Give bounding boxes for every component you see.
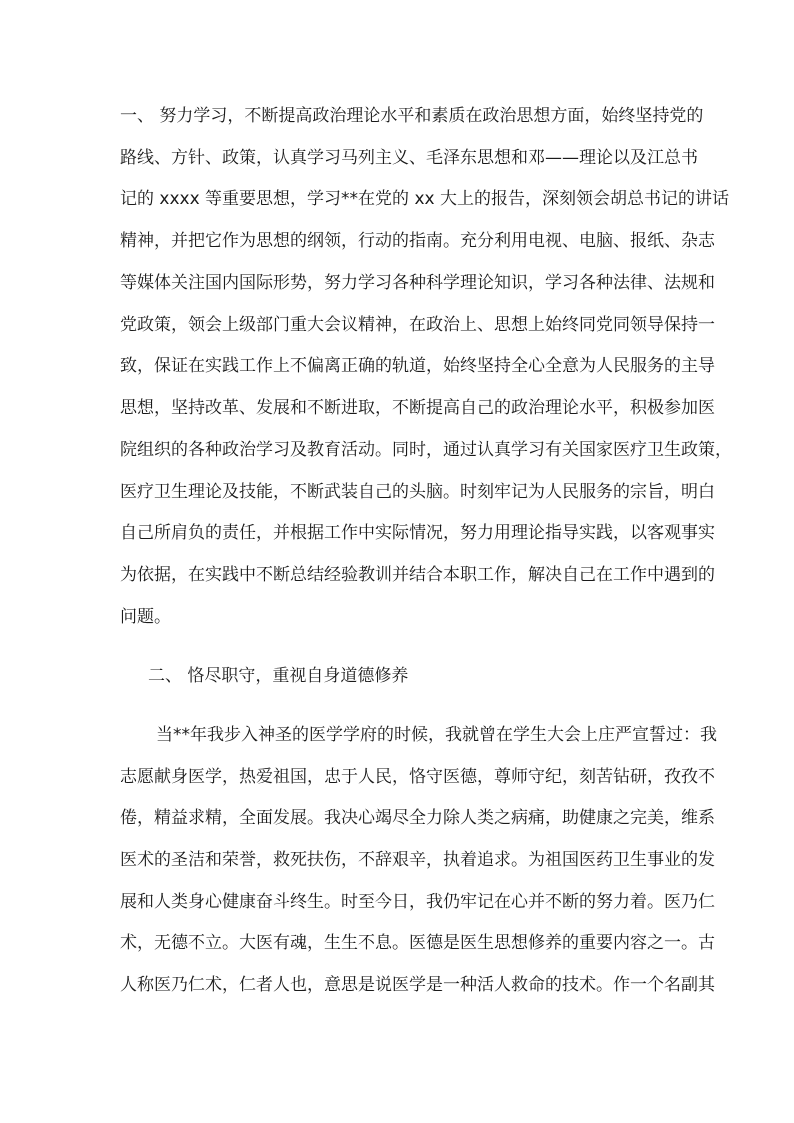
paragraph-line: 思想，坚持改革、发展和不断进取，不断提高自己的政治理论水平，积极参加医 [120, 398, 715, 418]
paragraph-line: 等媒体关注国内国际形势，努力学习各种科学理论知识，学习各种法律、法规和 [120, 273, 715, 293]
section-2-heading: 二、 恪尽职守，重视自身道德修养 [148, 666, 409, 686]
paragraph-line: 致，保证在实践工作上不偏离正确的轨道，始终坚持全心全意为人民服务的主导 [120, 356, 715, 376]
paragraph-line: 党政策，领会上级部门重大会议精神，在政治上、思想上始终同党同领导保持一 [120, 315, 715, 335]
paragraph-line: 路线、方针、政策，认真学习马列主义、毛泽东思想和邓——理论以及江总书 [120, 148, 698, 168]
paragraph-line: 术，无德不立。大医有魂，生生不息。医德是医生思想修养的重要内容之一。古 [120, 933, 715, 953]
paragraph-line: 人称医乃仁术，仁者人也，意思是说医学是一种活人救命的技术。作一个名副其 [120, 975, 715, 995]
paragraph-line: 自己所肩负的责任，并根据工作中实际情况，努力用理论指导实践，以客观事实 [120, 523, 715, 543]
paragraph-line: 一、 努力学习，不断提高政治理论水平和素质在政治思想方面，始终坚持党的 [120, 106, 704, 126]
paragraph-line: 倦，精益求精，全面发展。我决心竭尽全力除人类之病痛，助健康之完美，维系 [120, 808, 715, 828]
paragraph-line: 为依据，在实践中不断总结经验教训并结合本职工作，解决自己在工作中遇到的 [120, 565, 715, 585]
paragraph-line: 院组织的各种政治学习及教育活动。同时，通过认真学习有关国家医疗卫生政策， [120, 440, 732, 460]
paragraph-line: 展和人类身心健康奋斗终生。时至今日，我仍牢记在心并不断的努力着。医乃仁 [120, 892, 715, 912]
paragraph-line: 记的 xxxx 等重要思想，学习**在党的 xx 大上的报告，深刻领会胡总书记的讲话 [120, 189, 729, 209]
paragraph-line: 当**年我步入神圣的医学学府的时候，我就曾在学生大会上庄严宣誓过：我 [156, 725, 717, 745]
paragraph-line: 医疗卫生理论及技能，不断武装自己的头脑。时刻牢记为人民服务的宗旨，明白 [120, 482, 715, 502]
paragraph-line: 问题。 [120, 607, 171, 627]
paragraph-line: 医术的圣洁和荣誉，救死扶伤，不辞艰辛，执着追求。为祖国医药卫生事业的发 [120, 850, 715, 870]
paragraph-line: 精神，并把它作为思想的纲领，行动的指南。充分利用电视、电脑、报纸、杂志 [120, 231, 715, 251]
paragraph-line: 志愿献身医学，热爱祖国，忠于人民，恪守医德，尊师守纪，刻苦钻研，孜孜不 [120, 767, 715, 787]
